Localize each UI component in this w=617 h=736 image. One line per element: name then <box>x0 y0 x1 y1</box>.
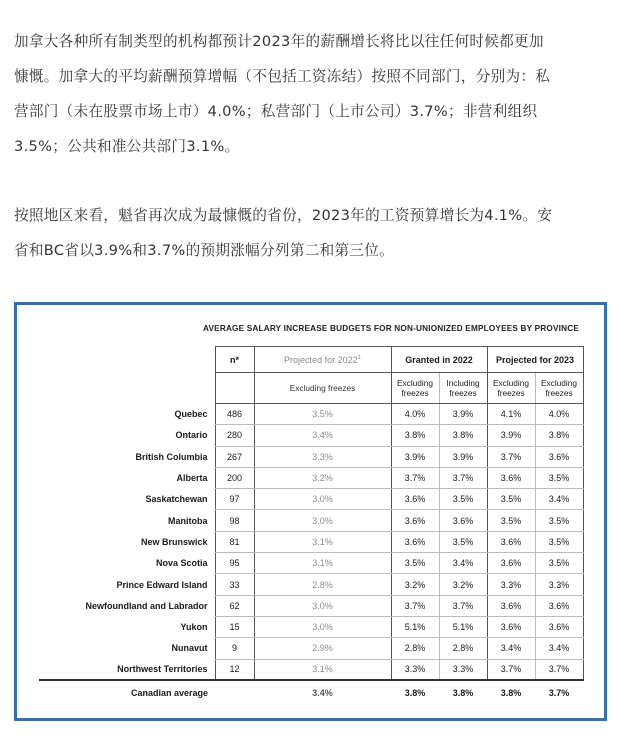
province-cell: British Columbia <box>135 451 208 462</box>
header-granted-2022: Granted in 2022 <box>391 347 487 373</box>
projected-2023-incl-cell: 3.6% <box>535 595 583 616</box>
subheader-excl-2023: Excluding freezes <box>487 373 535 404</box>
table-body <box>39 404 583 705</box>
projected-2022-cell: 2.9% <box>254 638 391 659</box>
granted-incl-cell: 5.1% <box>439 616 487 637</box>
province-cell: Northwest Territories <box>117 664 208 675</box>
n-cell: 62 <box>215 595 254 616</box>
granted-excl-cell: 3.9% <box>391 446 439 467</box>
subheader-excl-2022p: Excluding freezes <box>254 373 391 404</box>
granted-excl-cell: 3.3% <box>391 659 439 680</box>
projected-2023-excl-cell: 3.7% <box>487 659 535 680</box>
projected-2023-incl-cell: 3.7% <box>535 659 583 680</box>
granted-incl-cell: 3.4% <box>439 553 487 574</box>
subheader-blank-n <box>215 373 254 404</box>
granted-excl-cell: 3.7% <box>391 595 439 616</box>
granted-excl-cell: 3.6% <box>391 510 439 531</box>
granted-excl-cell: 3.5% <box>391 553 439 574</box>
projected-2023-incl-cell: 3.8% <box>535 425 583 446</box>
granted-incl-cell: 3.5% <box>439 531 487 552</box>
granted-excl-cell: 5.1% <box>391 616 439 637</box>
projected-2022-cell: 3.1% <box>254 531 391 552</box>
granted-incl-cell: 3.3% <box>439 659 487 680</box>
n-cell: 95 <box>215 553 254 574</box>
granted-excl-cell: 3.7% <box>391 467 439 488</box>
granted-incl-cell: 3.2% <box>439 574 487 595</box>
table-row <box>39 446 583 467</box>
paragraph-line: 营部门（未在股票市场上市）4.0%；私营部门（上市公司）3.7%；非营利组织 <box>14 103 538 120</box>
granted-excl-cell: 3.6% <box>391 531 439 552</box>
projected-2023-excl-cell: 3.9% <box>487 425 535 446</box>
granted-incl-cell: 3.9% <box>439 446 487 467</box>
table-row <box>39 553 583 574</box>
n-cell: 12 <box>215 659 254 680</box>
province-cell: Newfoundland and Labrador <box>85 600 208 611</box>
granted-excl-cell: 3.6% <box>391 489 439 510</box>
average-projected-2022-cell: 3.4% <box>254 680 391 704</box>
projected-2023-incl-cell: 3.5% <box>535 531 583 552</box>
table-row <box>39 404 583 425</box>
n-cell: 98 <box>215 510 254 531</box>
average-n-cell <box>215 680 254 704</box>
projected-2023-excl-cell: 3.5% <box>487 510 535 531</box>
granted-incl-cell: 3.9% <box>439 404 487 425</box>
province-cell: Nunavut <box>171 643 208 654</box>
paragraph-line: 加拿大各种所有制类型的机构都预计2023年的薪酬增长将比以往任何时候都更加 <box>14 33 544 50</box>
table-subheader-row <box>39 373 583 404</box>
n-cell: 33 <box>215 574 254 595</box>
average-granted-incl-cell: 3.8% <box>439 680 487 704</box>
table-row <box>39 616 583 637</box>
table-row <box>39 467 583 488</box>
projected-2023-excl-cell: 3.3% <box>487 574 535 595</box>
granted-incl-cell: 2.8% <box>439 638 487 659</box>
projected-2023-excl-cell: 3.6% <box>487 553 535 574</box>
footnote-marker: 1 <box>357 354 361 361</box>
projected-2023-excl-cell: 3.5% <box>487 489 535 510</box>
average-province-cell: Canadian average <box>39 680 215 704</box>
granted-incl-cell: 3.5% <box>439 489 487 510</box>
projected-2023-incl-cell: 3.3% <box>535 574 583 595</box>
projected-2023-incl-cell: 3.4% <box>535 489 583 510</box>
projected-2023-incl-cell: 3.5% <box>535 467 583 488</box>
subheader-excl-2023b: Excluding freezes <box>535 373 583 404</box>
header-projected-2023: Projected for 2023 <box>487 347 583 373</box>
n-cell: 97 <box>215 489 254 510</box>
projected-2023-incl-cell: 3.5% <box>535 553 583 574</box>
granted-excl-cell: 3.2% <box>391 574 439 595</box>
n-cell: 280 <box>215 425 254 446</box>
subheader-excl-granted: Excluding freezes <box>391 373 439 404</box>
projected-2023-excl-cell: 4.1% <box>487 404 535 425</box>
projected-2022-cell: 3.1% <box>254 659 391 680</box>
n-cell: 15 <box>215 616 254 637</box>
projected-2023-excl-cell: 3.6% <box>487 595 535 616</box>
table-header-row <box>39 347 583 373</box>
region-paragraph <box>14 198 610 268</box>
granted-excl-cell: 4.0% <box>391 404 439 425</box>
average-row <box>39 680 583 704</box>
table-row <box>39 489 583 510</box>
projected-2022-cell: 2.8% <box>254 574 391 595</box>
province-cell: Saskatchewan <box>145 494 208 505</box>
header-blank <box>39 347 215 373</box>
province-cell: Quebec <box>174 409 208 420</box>
projected-2022-cell: 3.2% <box>254 467 391 488</box>
paragraph-line: 省和BC省以3.9%和3.7%的预期涨幅分列第二和第三位。 <box>14 242 395 259</box>
paragraph-line: 慷慨。加拿大的平均薪酬预算增幅（不包括工资冻结）按照不同部门，分别为：私 <box>14 68 551 85</box>
projected-2022-cell: 3.5% <box>254 404 391 425</box>
granted-incl-cell: 3.6% <box>439 510 487 531</box>
granted-incl-cell: 3.8% <box>439 425 487 446</box>
paragraph-line: 3.5%；公共和准公共部门3.1%。 <box>14 138 240 155</box>
header-n: n* <box>215 347 254 373</box>
province-cell: Prince Edward Island <box>116 579 208 590</box>
projected-2023-incl-cell: 3.5% <box>535 510 583 531</box>
table-row <box>39 425 583 446</box>
header-projected-2022 <box>254 347 391 373</box>
granted-excl-cell: 2.8% <box>391 638 439 659</box>
average-projected-2023-excl-cell: 3.8% <box>487 680 535 704</box>
projected-2022-cell: 3.0% <box>254 510 391 531</box>
projected-2023-excl-cell: 3.4% <box>487 638 535 659</box>
projected-2023-incl-cell: 3.4% <box>535 638 583 659</box>
table-row <box>39 574 583 595</box>
projected-2022-cell: 3.3% <box>254 446 391 467</box>
figure-title: AVERAGE SALARY INCREASE BUDGETS FOR NON-UNIONIZED EMPLOYEES BY PROVINCE <box>203 324 580 333</box>
table-row <box>39 531 583 552</box>
n-cell: 9 <box>215 638 254 659</box>
n-cell: 486 <box>215 404 254 425</box>
province-cell: Nova Scotia <box>155 558 208 569</box>
province-cell: Manitoba <box>168 515 208 526</box>
subheader-incl-granted: Including freezes <box>439 373 487 404</box>
projected-2023-incl-cell: 3.6% <box>535 616 583 637</box>
projected-2022-cell: 3.4% <box>254 425 391 446</box>
header-projected-2022-label: Projected for 2022 <box>284 354 358 365</box>
table-row <box>39 638 583 659</box>
projected-2022-cell: 3.0% <box>254 489 391 510</box>
province-cell: Yukon <box>180 622 208 633</box>
paragraph-line: 按照地区来看，魁省再次成为最慷慨的省份，2023年的工资预算增长为4.1%。安 <box>14 207 553 224</box>
projected-2023-excl-cell: 3.6% <box>487 531 535 552</box>
granted-excl-cell: 3.8% <box>391 425 439 446</box>
projected-2022-cell: 3.0% <box>254 616 391 637</box>
projected-2022-cell: 3.0% <box>254 595 391 616</box>
n-cell: 267 <box>215 446 254 467</box>
intro-paragraph <box>14 24 610 164</box>
salary-budget-table <box>39 346 584 704</box>
projected-2023-excl-cell: 3.6% <box>487 616 535 637</box>
average-granted-excl-cell: 3.8% <box>391 680 439 704</box>
province-cell: Alberta <box>176 473 208 484</box>
projected-2023-excl-cell: 3.6% <box>487 467 535 488</box>
n-cell: 200 <box>215 467 254 488</box>
table-row <box>39 659 583 680</box>
subheader-blank <box>39 373 215 404</box>
projected-2023-incl-cell: 3.6% <box>535 446 583 467</box>
granted-incl-cell: 3.7% <box>439 595 487 616</box>
granted-incl-cell: 3.7% <box>439 467 487 488</box>
average-projected-2023-incl-cell: 3.7% <box>535 680 583 704</box>
projected-2022-cell: 3.1% <box>254 553 391 574</box>
province-cell: New Brunswick <box>140 536 208 547</box>
n-cell: 81 <box>215 531 254 552</box>
table-row <box>39 595 583 616</box>
projected-2023-excl-cell: 3.7% <box>487 446 535 467</box>
projected-2023-incl-cell: 4.0% <box>535 404 583 425</box>
province-cell: Ontario <box>175 430 208 441</box>
salary-table-figure <box>14 302 607 721</box>
table-row <box>39 510 583 531</box>
